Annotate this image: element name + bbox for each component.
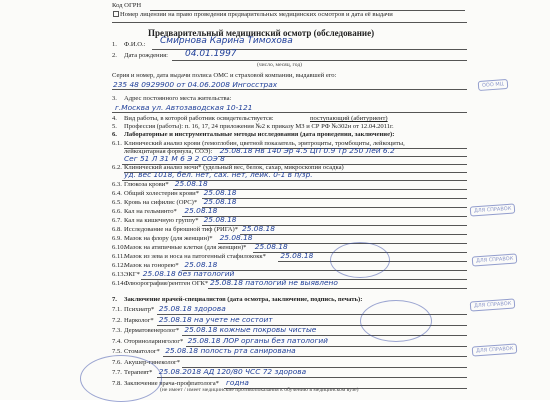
- lab-line: [122, 180, 467, 181]
- lab-number: 6.8.: [112, 226, 122, 233]
- item-number: 1.: [112, 41, 117, 48]
- lab-value: 25.08.18 Нв 140 Эр 4.5 ЦП 0.9 Тр 250 Лей 6.2: [219, 146, 395, 155]
- doctor-value: годна: [226, 377, 249, 387]
- doctor-label: Стоматолог*: [124, 348, 160, 355]
- round-stamp: [360, 300, 432, 342]
- lab-value: 25.08.18 без патологий: [142, 269, 235, 278]
- lab-value: 25.08.18: [203, 197, 237, 206]
- doctor-value: 25.08.18 полость рта санирована: [165, 346, 296, 355]
- lab-label: Кал на гельминто*: [124, 208, 177, 215]
- lab-number: 6.2.: [112, 164, 122, 171]
- stamp: ДЛЯ СПРАВОК: [472, 343, 518, 356]
- lab-line: [202, 207, 467, 208]
- fio-value: Смирнова Карина Тимохова: [160, 36, 293, 46]
- doctor-value: 25.08.2018 АД 120/80 ЧСС 72 здорова: [158, 367, 307, 376]
- lab-number: 6.11.: [112, 253, 125, 260]
- dob-value: 04.01.1997: [185, 49, 237, 59]
- address-label: Адрес постоянного места жительства:: [124, 95, 232, 102]
- doctor-value: 25.08.18 на учете не состоит: [158, 314, 273, 324]
- lab-number: 6.10.: [112, 244, 126, 251]
- job-label: Вид работы, в которой работник освидетельствуется:: [124, 115, 274, 122]
- dob-hint: (число, месяц, год): [257, 62, 303, 68]
- doctor-number: 7.4.: [112, 337, 122, 345]
- doctor-number: 7.7.: [112, 369, 122, 376]
- lab-number: 6.4.: [112, 190, 122, 197]
- lab-value: 25.08.18: [184, 206, 218, 215]
- lab-value: 25.08.18: [184, 260, 218, 269]
- lab-line: [240, 234, 467, 235]
- lab-value: 25.08.18: [174, 179, 208, 188]
- oms-line: [112, 89, 467, 90]
- lab-number: 6.3.: [112, 181, 122, 188]
- stamp: ДЛЯ СПРАВОК: [472, 253, 518, 266]
- doctor-line: [163, 356, 467, 357]
- fio-label: Ф.И.О.:: [124, 41, 146, 48]
- doctor-number: 7.2.: [112, 316, 122, 324]
- lab-number: 6.5.: [112, 199, 122, 206]
- lab-label: Глюкоза крови*: [124, 181, 169, 188]
- dob-label: Дата рождения:: [124, 52, 168, 59]
- lab-value: 25.08.18: [203, 188, 237, 197]
- license-line: [112, 22, 467, 23]
- oms-label: Серия и номер, дата выдачи полиса ОМС и страховой компании, выдавшей его:: [112, 72, 337, 79]
- lab-label: лейкоцитарная формула, СОЭ):: [124, 148, 213, 155]
- lab-value: 25.08.18: [242, 224, 275, 233]
- lab-label: Флюорография/рентген ОГК*: [124, 280, 209, 287]
- doctor-number: 7.1.: [112, 306, 122, 313]
- lab-label: ЭКГ*: [124, 271, 140, 278]
- round-stamp: [330, 242, 390, 278]
- lab-value: 25.08.18: [219, 233, 253, 242]
- address-line: [112, 112, 467, 113]
- lab-label: Мазок на атипичные клетки (для женщин)*: [124, 244, 247, 251]
- lab-value: 25.08.18: [203, 215, 237, 224]
- doctor-line: [157, 377, 467, 378]
- stamp: ДЛЯ СПРАВОК: [470, 298, 516, 311]
- license-label: Номер лицензии на право проведения предварительных медицинских осмотров и дата её выдачи: [120, 11, 393, 18]
- labs-title: Лабораторные и инструментальные методы исследования (дата проведения, заключение):: [124, 131, 395, 138]
- item-number: 5.: [112, 123, 117, 130]
- lab-number: 6.7.: [112, 217, 122, 224]
- item-number: 7.: [112, 296, 117, 303]
- round-stamp: [80, 355, 162, 402]
- lab-line: [208, 288, 467, 289]
- doctor-label: Дерматовенеролог*: [124, 327, 180, 334]
- doctor-label: Оториноларинголог*: [124, 337, 184, 345]
- address-value: г.Москва ул. Автозаводская 10-121: [115, 103, 253, 112]
- lab-value: 25.08.18 патологий не выявлено: [210, 278, 338, 287]
- stamp: ООО МЦ: [478, 79, 508, 91]
- lab-number: 6.1.: [112, 140, 122, 147]
- job-value: поступающий (абитуриент): [310, 115, 388, 122]
- lab-value: 25.08.18: [280, 251, 314, 260]
- stamp: ДЛЯ СПРАВОК: [470, 203, 516, 216]
- doctor-number: 7.8.: [112, 379, 122, 387]
- profession-label: Профессия (работы): п. 16, 17, 24 приложения №2 к приказу МЗ и СР РФ №302н от 12.04.2011г.: [124, 123, 394, 130]
- doctor-value: 25.08.18 ЛОР органы без патологий: [187, 335, 328, 345]
- lab-value: 25.08.18: [254, 242, 288, 251]
- lab-label: Мазок на гонорею*: [124, 262, 179, 269]
- oms-value: 235 48 0929900 от 04.06.2008 Ингосстрах: [113, 80, 278, 89]
- lab-number: 6.6.: [112, 208, 122, 215]
- doctor-value: 25.08.18 кожные покровы чистые: [184, 325, 317, 334]
- lab-value: Сег 51 Л 31 М 6 Э 2 СОЭ 8: [124, 154, 225, 163]
- item-number: 3.: [112, 95, 117, 102]
- lab-label: Клинический анализ крови (гемоглобин, цветной показатель, эритроциты, тромбоциты, лейкоциты,: [124, 140, 405, 147]
- ogrn-label: Код ОГРН: [112, 2, 142, 9]
- lab-label: Кал на кишечную группу*: [124, 217, 199, 224]
- doctor-label: Психиатр*: [124, 306, 155, 313]
- item-number: 2.: [112, 52, 117, 59]
- doctor-label: Нарколог*: [124, 316, 154, 324]
- lab-label: Мазок на флору (для женщин)*: [124, 235, 213, 242]
- doctor-number: 7.3.: [112, 327, 122, 334]
- dob-line: [172, 60, 467, 61]
- lab-label: Исследование на брюшной тиф (РИГА)*: [124, 226, 239, 233]
- lab-value: уд. вес 1018, бел. нет, сах. нет, лейк. 0-1 в п/зр.: [124, 170, 313, 179]
- lab-label: Общий холестерин крови*: [124, 190, 200, 197]
- lab-line: [218, 156, 467, 157]
- doctor-label: Акушер-гинеколог*: [124, 358, 181, 366]
- doctors-title: Заключение врачей-специалистов (дата осмотра, заключение, подпись, печать):: [124, 296, 363, 303]
- lab-label: Клинический анализ мочи* (удельный вес, белок, сахар, микроскопия осадка): [124, 164, 344, 171]
- lab-number: 6.14.: [112, 280, 126, 287]
- lab-line: [202, 198, 467, 199]
- lab-label: Мазок из зева и носа на патогенный стафилококк*: [124, 253, 266, 260]
- lab-number: 6.13.: [112, 271, 126, 278]
- lab-number: 6.9.: [112, 235, 122, 242]
- footer-note: (не имеет / имеет медицинские противопоказания к обучению в медицинском вузе): [160, 387, 359, 393]
- item-number: 6.: [112, 131, 117, 138]
- doctor-number: 7.5.: [112, 348, 122, 355]
- item-number: 4.: [112, 115, 117, 122]
- doctor-value: 25.08.18 здорова: [158, 304, 226, 313]
- doctor-label: Заключение врача-профпатолога*: [124, 379, 219, 387]
- doctor-label: Терапевт*: [124, 369, 153, 376]
- doctor-number: 7.6.: [112, 358, 122, 366]
- lab-number: 6.12.: [112, 262, 126, 269]
- lab-label: Кровь на сифилис (ОРС)*: [124, 199, 198, 206]
- checkbox: [113, 11, 119, 17]
- page-title: Предварительный медицинский осмотр (обследование): [148, 28, 375, 38]
